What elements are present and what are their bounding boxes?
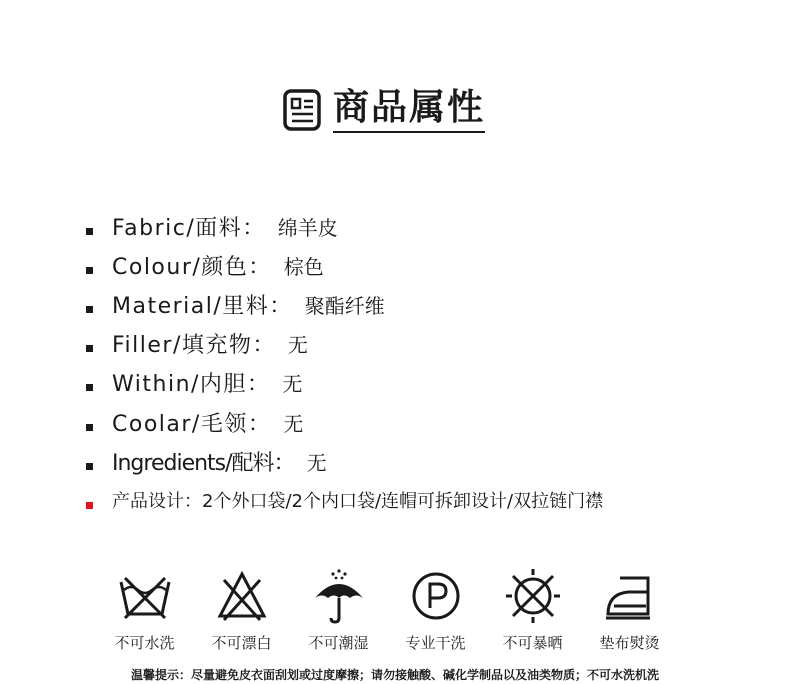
bullet [86, 384, 93, 391]
no-wash-icon [115, 566, 175, 626]
care-label: 不可水洗 [114, 634, 175, 652]
no-sun-icon [503, 566, 563, 626]
care-label: 垫布熨烫 [599, 634, 660, 652]
care-label: 不可漂白 [211, 634, 272, 652]
attribute-row-colour [86, 246, 766, 285]
care-item-keep-dry [290, 566, 387, 653]
attribute-value: 无 [287, 333, 308, 358]
attribute-label: Fabric/面料： [112, 216, 266, 242]
bullet [86, 267, 93, 274]
attribute-row-filler [86, 324, 766, 363]
attribute-row-material [86, 285, 766, 324]
attribute-value: 聚酯纤维 [304, 294, 385, 319]
attribute-label: Ingredients/配料： [112, 450, 295, 476]
bullet [86, 306, 93, 313]
care-label: 专业干洗 [405, 634, 466, 652]
section-header [283, 86, 485, 134]
page-title: 商品属性 [333, 87, 485, 133]
care-label: 不可潮湿 [308, 634, 369, 652]
attribute-value: 无 [282, 372, 303, 397]
care-item-no-bleach [193, 566, 290, 653]
keep-dry-umbrella-icon [309, 566, 369, 626]
iron-with-cloth-icon [600, 566, 660, 626]
attribute-row-collar [86, 402, 766, 441]
care-item-iron-with-cloth [581, 566, 678, 653]
attribute-row-ingredients [86, 442, 766, 481]
attribute-row-fabric [86, 207, 766, 246]
product-design-row [86, 481, 766, 520]
attribute-value: 棕色 [283, 255, 324, 280]
care-instructions [96, 566, 736, 653]
dry-clean-p-icon [406, 566, 466, 626]
care-label: 不可暴晒 [502, 634, 563, 652]
attribute-label: Coolar/毛领： [112, 411, 272, 437]
attribute-row-within [86, 363, 766, 402]
product-design-text: 产品设计：2个外口袋/2个内口袋/连帽可拆卸设计/双拉链门襟 [112, 491, 604, 513]
bullet [86, 463, 93, 470]
attribute-label: Filler/填充物： [112, 333, 276, 359]
care-item-no-sun [484, 566, 581, 653]
bullet [86, 345, 93, 352]
attribute-value: 无 [283, 411, 304, 436]
attribute-label: Within/内胆： [112, 372, 271, 398]
care-item-no-wash [96, 566, 193, 653]
attribute-label: Material/里料： [112, 294, 293, 320]
bullet [86, 228, 93, 235]
care-item-dry-clean [387, 566, 484, 653]
attribute-list [86, 207, 766, 520]
attribute-label: Colour/颜色： [112, 255, 272, 281]
attribute-value: 无 [306, 450, 327, 475]
care-warning-note: 温馨提示：尽量避免皮衣面刮划或过度摩擦；请勿接触酸、碱化学制品以及油类物质；不可水洗机洗 [130, 668, 659, 682]
red-bullet [86, 502, 93, 509]
bullet [86, 424, 93, 431]
document-list-icon [283, 89, 321, 131]
no-bleach-icon [212, 566, 272, 626]
attribute-value: 绵羊皮 [277, 216, 338, 241]
